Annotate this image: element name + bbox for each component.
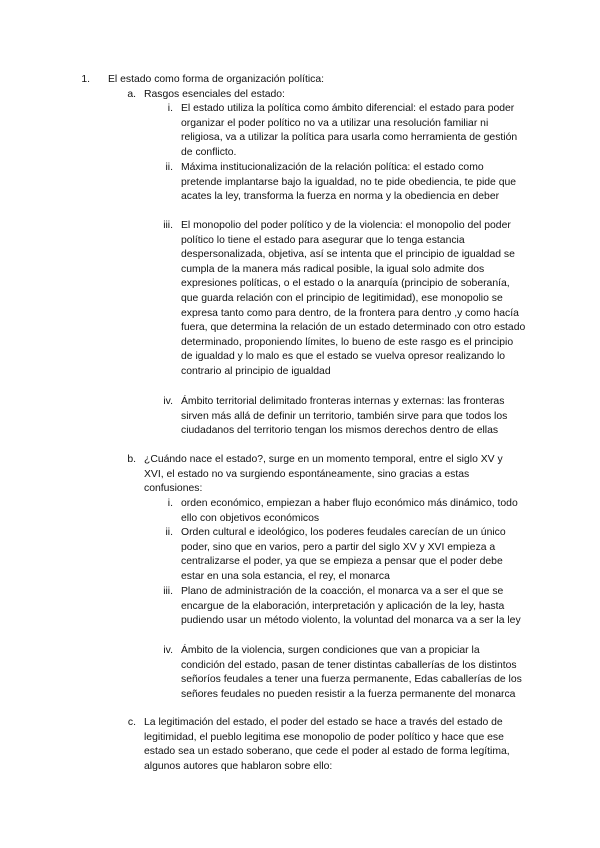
- item-a-iii: [163, 219, 526, 380]
- item-b-ii: [165, 526, 526, 584]
- item-b-iii-marker: iii.: [163, 586, 173, 597]
- item-b-iv: [163, 644, 526, 702]
- item-b-marker: b.: [127, 454, 136, 465]
- item-a-ii-text: Máxima institucionalización de la relación política: el estado como pretende implantarse bajo la igualdad, no te pide obediencia, te pide que acates la ley, transforma la fuerza en norma y la obediencia en deber: [181, 162, 517, 203]
- item-a: [127, 88, 524, 103]
- item-a-i: [167, 102, 526, 160]
- item-a-iii-text: El monopolio del poder político y de la violencia: el monopolio del poder político lo tiene el estado para asegurar que lo tenga estancia despersonalizada, objetiva, así se intenta que el principio de igualdad se cumpla de la manera más radical posible, la igual solo admite dos expresiones políticas, o el estado o la anarquía (principio de soberanía, que guarda relación con el principio de legitimidad), ese monopolio se expresa tanto como para dentro, de la frontera para dentro ,y como hacía fuera, que determina la relación de un estado determinado con otro estado determinado, proponiendo límites, lo bueno de este rasgo es el principio de igualdad y lo malo es que el estado se vuelva opresor realizando lo contrario al principio de igualdad: [181, 220, 526, 377]
- item-c: [127, 716, 524, 774]
- item-a-marker: a.: [127, 89, 136, 100]
- item-c-text: La legitimación del estado, el poder del estado se hace a través del estado de legitimidad, el pueblo legitima ese monopolio de poder político y hace que ese estado sea un estado soberano, que cede el poder al estado de forma legítima, algunos autores que hablaron sobre ello:: [144, 717, 510, 772]
- item-a-text: Rasgos esenciales del estado:: [144, 89, 285, 100]
- item-a-ii-marker: ii.: [165, 162, 173, 173]
- section-number: 1.: [81, 74, 90, 85]
- item-b-text: ¿Cuándo nace el estado?, surge en un momento temporal, entre el siglo XV y XVI, el estado no va surgiendo espontáneamente, sino gracias a estas confusiones:: [144, 454, 503, 495]
- item-b-iii-text: Plano de administración de la coacción, el monarca va a ser el que se encargue de la elaboración, interpretación y aplicación de la ley, hasta pudiendo usar un método violento, la voluntad del monarca va a ser la ley: [181, 586, 521, 627]
- section-title: El estado como forma de organización política:: [108, 74, 325, 85]
- item-b-iv-marker: iv.: [163, 645, 173, 656]
- item-b-i-marker: i.: [167, 498, 173, 509]
- item-c-marker: c.: [127, 717, 136, 728]
- item-b-i: [167, 497, 526, 526]
- section-1: [81, 73, 522, 88]
- item-a-iv: [163, 395, 526, 439]
- item-a-i-text: El estado utiliza la política como ámbito diferencial: el estado para poder organizar el poder político no va a utilizar una resolución familiar ni religiosa, va a utilizar la política para usarla como herramienta de gestión de conflicto.: [181, 103, 518, 158]
- item-a-iv-marker: iv.: [163, 396, 173, 407]
- item-b-ii-text: Orden cultural e ideológico, los poderes feudales carecían de un único poder, sino que en varios, pero a partir del siglo XV y XVI empieza a centralizarse el poder, ya que se empieza a pensar que el poder debe estar en una sola estancia, el rey, el monarca: [181, 527, 506, 582]
- item-a-ii: [165, 161, 526, 205]
- item-a-iv-text: Ámbito territorial delimitado fronteras internas y externas: las fronteras sirven más allá de definir un territorio, también sirve para que todos los ciudadanos del territorio tengan los mismos derechos dentro de ellas: [181, 396, 508, 437]
- item-b-iv-text: Ámbito de la violencia, surgen condiciones que van a propiciar la condición del estado, pasan de tener distintas caballerías de los distintos señoríos feudales a tener una fuerza permanente, Edas caballerías de los señores feudales no pueden resistir a la fuerza permanente del monarca: [181, 645, 522, 700]
- item-b-i-text: orden económico, empiezan a haber flujo económico más dinámico, todo ello con objetivos económicos: [181, 498, 518, 524]
- item-b: [127, 453, 524, 497]
- item-b-ii-marker: ii.: [165, 527, 173, 538]
- item-b-iii: [163, 585, 526, 629]
- item-a-iii-marker: iii.: [163, 220, 173, 231]
- item-a-i-marker: i.: [167, 103, 173, 114]
